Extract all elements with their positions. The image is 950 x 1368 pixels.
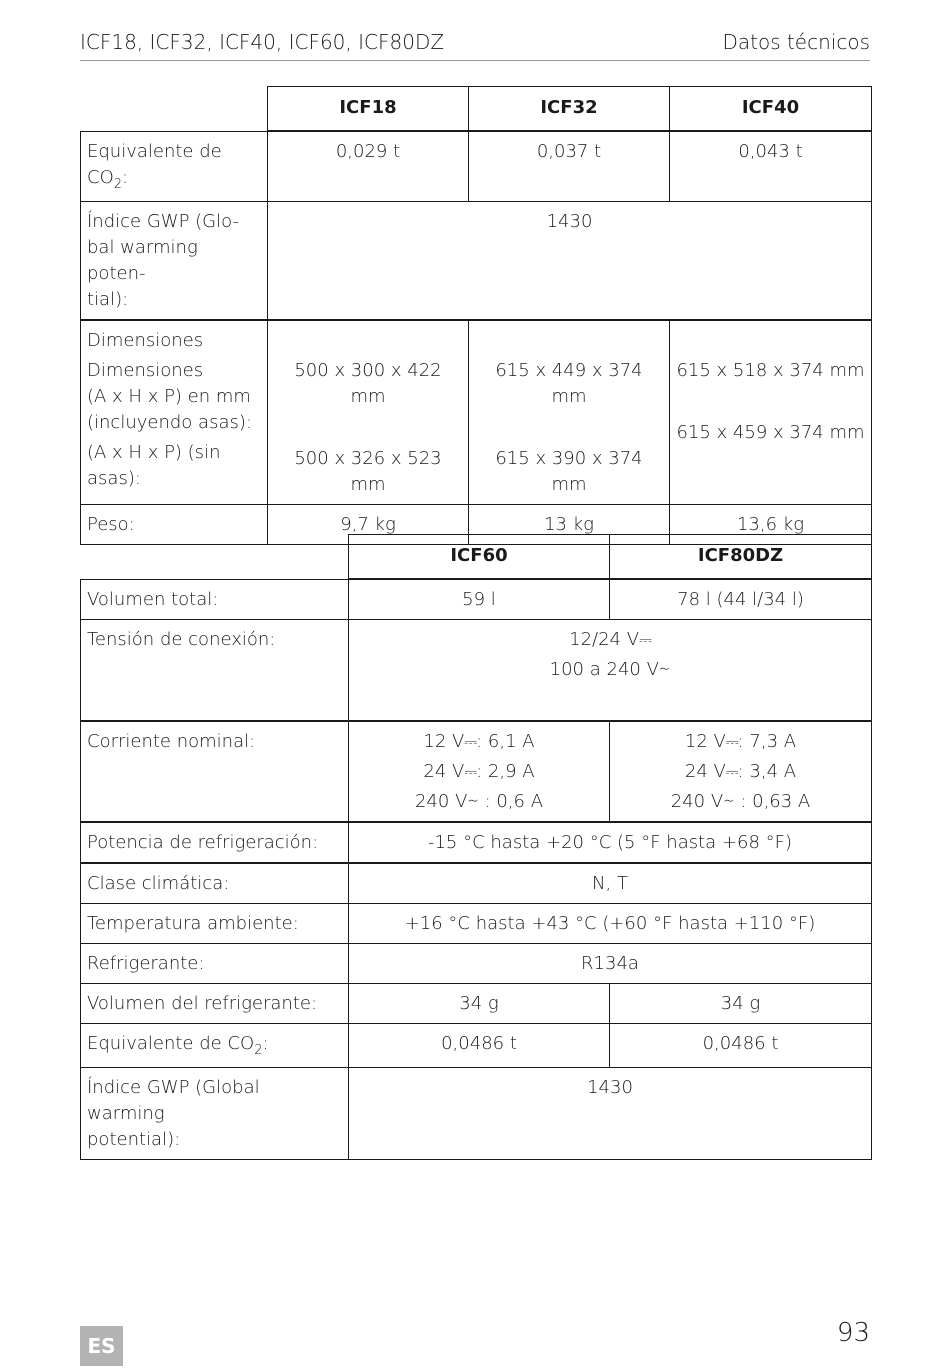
cell-co2-icf32: 0,037 t	[469, 131, 670, 201]
dc-symbol-icon: ⎓	[725, 761, 738, 781]
column-header-icf80dz: ICF80DZ	[610, 535, 872, 580]
dc-symbol-icon: ⎓	[464, 761, 477, 781]
row-label-voltage: Tensión de conexión:	[81, 620, 349, 721]
cell-gwp: 1430	[268, 201, 872, 320]
cell-weight-icf32: 13 kg	[469, 504, 670, 544]
cell-current-icf60: 12 V⎓: 6,1 A 24 V⎓: 2,9 A 240 V∼ : 0,6 A	[349, 721, 610, 822]
cell-dimensions-icf18: 500 x 300 x 422 mm 500 x 326 x 523 mm	[268, 320, 469, 505]
header-blank-cell	[81, 87, 268, 132]
row-label-weight: Peso:	[81, 504, 268, 544]
table-row-climate	[81, 863, 872, 904]
table-row-dimensions	[81, 320, 872, 505]
cell-refrigerant-volume-icf60: 34 g	[349, 983, 610, 1023]
table-row-current	[81, 721, 872, 822]
spec-table-icf18-icf40	[80, 86, 872, 545]
table-header-row	[81, 535, 872, 580]
row-label-dimensions: Dimensiones Dimensiones (A x H x P) en mm (incluyendo asas): (A x H x P) (sin asas):	[81, 320, 268, 505]
cell-ambient: +16 °C hasta +43 °C (+60 °F hasta +110 °F)	[349, 903, 872, 943]
ac-symbol-icon: ∼	[658, 659, 671, 680]
cell-co2-icf60: 0,0486 t	[349, 1023, 610, 1067]
table-row-gwp	[81, 201, 872, 320]
cell-volume-icf80dz: 78 l (44 l/34 l)	[610, 579, 872, 620]
cell-weight-icf40: 13,6 kg	[670, 504, 872, 544]
table-row-refrigerant-volume	[81, 983, 872, 1023]
table-row-gwp	[81, 1067, 872, 1159]
column-header-icf60: ICF60	[349, 535, 610, 580]
cell-dimensions-icf32: 615 x 449 x 374 mm 615 x 390 x 374 mm	[469, 320, 670, 505]
column-header-icf40: ICF40	[670, 87, 872, 132]
table-header-row	[81, 87, 872, 132]
table-row-refrigerant	[81, 943, 872, 983]
table-row-cooling	[81, 822, 872, 863]
cell-dimensions-icf40: 615 x 518 x 374 mm 615 x 459 x 374 mm	[670, 320, 872, 505]
header-blank-cell	[81, 535, 349, 580]
table-row-co2	[81, 1023, 872, 1067]
cell-co2-icf40: 0,043 t	[670, 131, 872, 201]
row-label-ambient: Temperatura ambiente:	[81, 903, 349, 943]
table-row-co2	[81, 131, 872, 201]
row-label-volume: Volumen total:	[81, 579, 349, 620]
language-badge: ES	[80, 1326, 123, 1366]
column-header-icf32: ICF32	[469, 87, 670, 132]
cell-volume-icf60: 59 l	[349, 579, 610, 620]
row-label-refrigerant-volume: Volumen del refrigerante:	[81, 983, 349, 1023]
row-label-current: Corriente nominal:	[81, 721, 349, 822]
page-header	[80, 30, 870, 61]
dc-symbol-icon: ⎓	[464, 731, 477, 751]
cell-refrigerant-volume-icf80dz: 34 g	[610, 983, 872, 1023]
cell-cooling: -15 °C hasta +20 °C (5 °F hasta +68 °F)	[349, 822, 872, 863]
cell-gwp: 1430	[349, 1067, 872, 1159]
cell-voltage: 12/24 V⎓ 100 a 240 V∼	[349, 620, 872, 721]
header-models: ICF18, ICF32, ICF40, ICF60, ICF80DZ	[80, 30, 445, 54]
row-label-climate: Clase climática:	[81, 863, 349, 904]
cell-co2-icf80dz: 0,0486 t	[610, 1023, 872, 1067]
cell-climate: N, T	[349, 863, 872, 904]
row-label-refrigerant: Refrigerante:	[81, 943, 349, 983]
row-label-co2: Equivalente de $CO_2$:	[81, 131, 268, 201]
cell-current-icf80dz: 12 V⎓: 7,3 A 24 V⎓: 3,4 A 240 V∼ : 0,63 A	[610, 721, 872, 822]
header-section: Datos técnicos	[722, 30, 870, 54]
spec-table-icf60-icf80dz	[80, 534, 872, 1160]
cell-refrigerant: R134a	[349, 943, 872, 983]
table-row-voltage	[81, 620, 872, 721]
table-row-ambient	[81, 903, 872, 943]
table-row-volume	[81, 579, 872, 620]
ac-symbol-icon: ∼	[723, 790, 735, 812]
cell-co2-icf18: 0,029 t	[268, 131, 469, 201]
row-label-co2: Equivalente de $CO_2$:	[81, 1023, 349, 1067]
cell-weight-icf18: 9,7 kg	[268, 504, 469, 544]
dc-symbol-icon: ⎓	[725, 731, 738, 751]
row-label-gwp: Índice GWP (Global warming potential):	[81, 1067, 349, 1159]
column-header-icf18: ICF18	[268, 87, 469, 132]
row-label-cooling: Potencia de refrigeración:	[81, 822, 349, 863]
ac-symbol-icon: ∼	[467, 790, 479, 812]
dc-symbol-icon: ⎓	[639, 630, 651, 649]
page-number: 93	[836, 1318, 870, 1348]
row-label-gwp: Índice GWP (Glo- bal warming poten- tial):	[81, 201, 268, 320]
